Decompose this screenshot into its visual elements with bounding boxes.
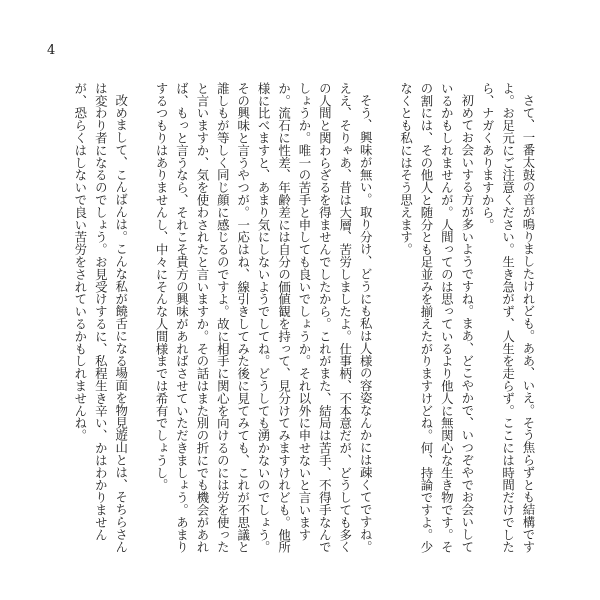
paragraph-2: 初めてお会いする方が多いようですね。まあ、どこやかで、いつぞやでお会いしているかもしれませんが。人間ってのは思っているより他人に無関心な生き物です。その割には、その他人と随分とも足並みを揃えたがりますけどね。何、持論ですよ。少なくとも私にはそう思えます。 xyxy=(398,82,475,554)
paragraph-4: 改めまして、こんばんは。こんな私が饒舌になる場面を物見遊山とは、そちらさんは変わり者になるのでしょう。お見受けするに、私程生き辛い、かはわかりませんが、恐らくはしないで良い苦労をされているかもしれませんね。 xyxy=(72,82,129,554)
page-number: 4 xyxy=(47,43,56,58)
body-text xyxy=(68,82,538,562)
paragraph-3: そう、興味が無い。取り分け、どうにも私は人様の容姿なんかには疎くてですね。ええ、そりゃあ、昔は大層、苦労しましたよ。仕事柄、不本意だが、どうしても多くの人間と関わらざるを得ませんでしたから。これがまた、結局は苦手、不得手なんでしょうか。唯一の苦手と申しても良いでしょうか。それ以外に申せないと言いますか。流石に性差、年齢差には自分の価値観を持って、見分けてみますけれども。他所様に比べますと、あまり気にしないようでしてね。どうしても湧かないのでしょう。その興味と言うやつが。一応はね、線引きしてみた後に見てみても、これが不思議と誰しもが等しく同じ顔に感じるのですよ。故に相手に関心を向けるのには労を使ったと言いますか、気を使わされたと言いますか。その話はまた別の折にでも機会があれば、もっと言うなら、それこそ貴方の興味があればさせていただきましょう。あまりするつもりはありませんし、中々にそんな人間様までは希有でしょうし。 xyxy=(154,82,374,554)
paragraph-1: さて、一番太鼓の音が鳴りましたけれども。ああ、いえ。そう焦らずとも結構ですよ。お足元にご注意ください。生き急がず、人生を走らず。ここには時間だけでしたら、ナガくありますから。 xyxy=(480,82,536,554)
